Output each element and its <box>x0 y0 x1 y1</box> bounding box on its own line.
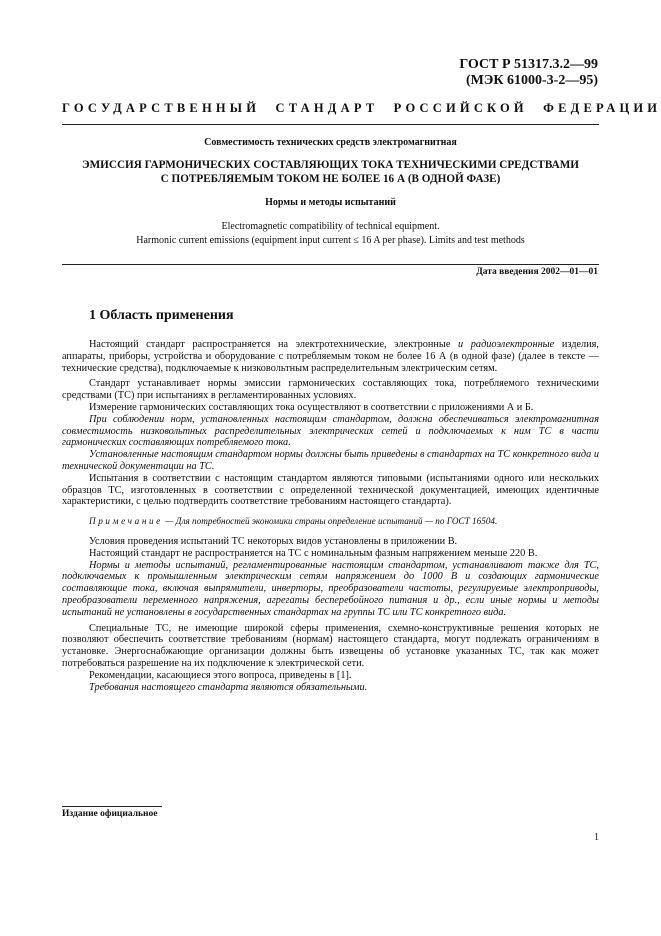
paragraph-test-conditions: Условия проведения испытаний ТС некоторых видов установлены в приложении В. <box>89 535 458 547</box>
english-title <box>62 220 599 248</box>
paragraph-tests: Испытания в соответствии с настоящим стандартом являются типовыми (испытаниями одного или нескольких образцов ТС, изготовленных в соответствии с определенной технической документацией, имеющих идентичные характеристики, с целью подтвердить соответствие требованиям настоящего стандарта). <box>62 472 599 508</box>
standard-methods: Нормы и методы испытаний <box>265 197 396 208</box>
footer-rule <box>62 806 162 807</box>
header-rule <box>62 124 599 125</box>
paragraph-industrial: Нормы и методы испытаний, регламентированные настоящим стандартом, устанавливают также для ТС, подключаемых к промышленным электрическим сетям напряжением до 1000 В и создающих гармонические составляющие тока, включая выпрямители, инверторы, преобразователи частоты, регулируемые электроприводы, преобразователи переменного напряжения, агрегаты бесперебойного питания и др., если иные нормы и методы испытаний не установлены в государственных стандартах на группы ТС или ТС конкретного вида. <box>62 559 599 618</box>
paragraph-text-italic: и радиоэлектронные <box>458 339 555 350</box>
section-body <box>62 339 599 693</box>
state-standard-heading: ГОСУДАРСТВЕННЫЙ СТАНДАРТ РОССИЙСКОЙ ФЕДЕРАЦИИ <box>62 101 661 115</box>
title-line-1: ЭМИССИЯ ГАРМОНИЧЕСКИХ СОСТАВЛЯЮЩИХ ТОКА ТЕХНИЧЕСКИМИ СРЕДСТВАМИ <box>82 159 579 171</box>
title-line-2: С ПОТРЕБЛЯЕМЫМ ТОКОМ НЕ БОЛЕЕ 16 А (В ОДНОЙ ФАЗЕ) <box>160 173 501 185</box>
paragraph-scope <box>62 339 599 374</box>
note <box>62 516 599 528</box>
intro-date: Дата введения 2002—01—01 <box>476 267 598 277</box>
paragraph-recommendations: Рекомендации, касающиеся этого вопроса, приведены в [1]. <box>89 669 352 681</box>
paragraph-voltage-limit: Настоящий стандарт не распространяется на ТС с номинальным фазным напряжением меньше 220 В. <box>89 547 538 559</box>
paragraph-text: Настоящий стандарт распространяется на электротехнические, электронные <box>89 339 459 350</box>
paragraph-norms-docs: Установленные настоящим стандартом нормы должны быть приведены в стандартах на ТС конкретного вида и технической документации на ТС. <box>62 449 599 472</box>
note-label: Примечание <box>89 516 163 527</box>
page-number: 1 <box>594 832 599 843</box>
title-rule <box>62 264 599 265</box>
paragraph-mandatory: Требования настоящего стандарта являются обязательными. <box>89 681 368 693</box>
section-heading: 1 Область применения <box>89 308 234 323</box>
paragraph-norms: Стандарт устанавливает нормы эмиссии гармонических составляющих тока, потребляемого техническими средствами (ТС) при испытаниях в регламентированных условиях. <box>62 378 599 402</box>
paragraph-text: изделия, аппараты, приборы, устройства и оборудование с потребляемым током не более 16 А (в одной фазе) (далее в тексте — технические средства), подключаемые к низковольтным распределительным электрическим сетям. <box>62 339 599 374</box>
edition-label: Издание официальное <box>62 809 158 819</box>
gost-code-block <box>459 57 598 89</box>
gost-number: ГОСТ Р 51317.3.2—99 <box>459 57 598 72</box>
iec-number: (МЭК 61000-3-2—95) <box>465 73 598 88</box>
standard-subtitle: Совместимость технических средств электромагнитная <box>204 137 457 148</box>
paragraph-compatibility: При соблюдении норм, установленных настоящим стандартом, должна обеспечиваться электромагнитная совместимость низковольтных распределительных электрических сетей и подключаемых к ним ТС в части гармонических составляющих потребляемого тока. <box>62 413 599 449</box>
note-text: — Для потребностей экономики страны определение испытаний — по ГОСТ 16504. <box>162 516 498 527</box>
standard-title <box>62 158 599 186</box>
paragraph-measurement: Измерение гармонических составляющих тока осуществляют в соответствии с приложениями А и Б. <box>89 401 534 413</box>
english-title-line-1: Electromagnetic compatibility of technical equipment. <box>221 221 440 232</box>
paragraph-special: Специальные ТС, не имеющие широкой сферы применения, схемно-конструктивные решения которых не позволяют обеспечить соответствие требованиям (нормам) настоящего стандарта, могут подлежать ограничениям в установке. Энергоснабжающие организации должны быть извещены об установке указанных ТС, так как может потребоваться разрешение на их подключение к электрической сети. <box>62 622 599 669</box>
english-title-line-2: Harmonic current emissions (equipment input current ≤ 16 A per phase). Limits and test methods <box>136 235 525 246</box>
